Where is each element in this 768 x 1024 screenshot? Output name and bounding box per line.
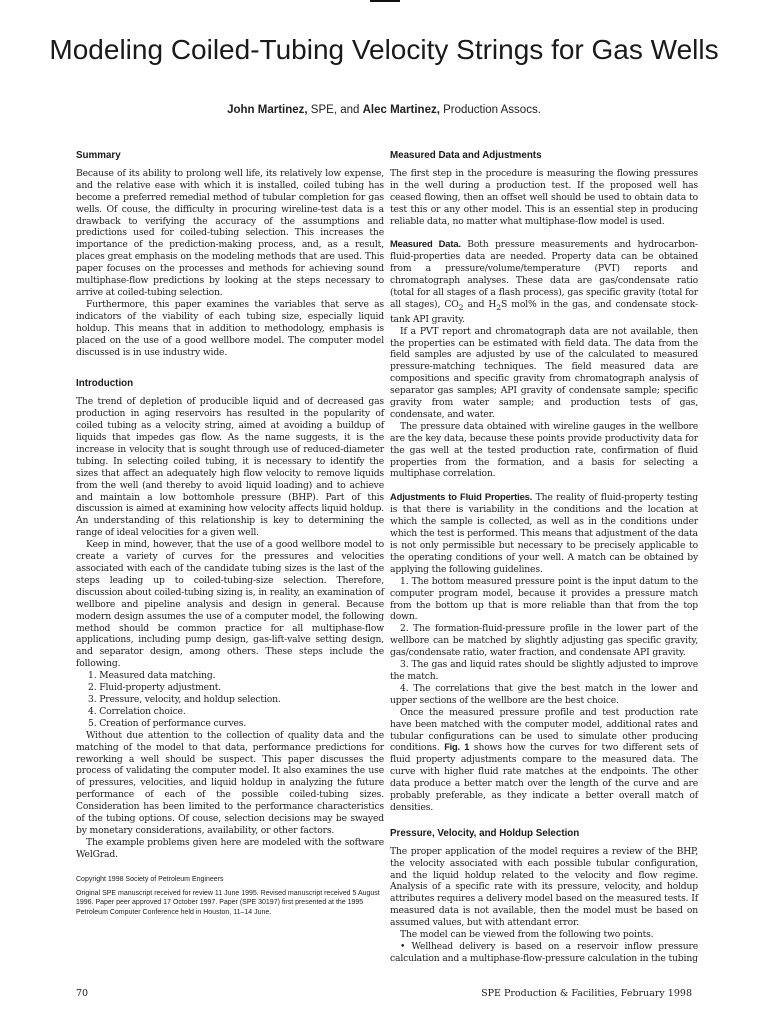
summary-heading: Summary — [76, 150, 121, 161]
measured-paragraph-4 — [390, 707, 698, 814]
pvh-paragraph-3: • Wellhead delivery is based on a reservoir inflow pressure calculation and a multiphase-flow-pressure calculation in the tubing — [390, 941, 698, 964]
adjustments-text: The reality of fluid-property testing is that there is variability in the conditions and the location at which the sample is collected, as well as in the conditions under which the test is performed. This means that adjustment of the data is not only permissible but necessary to be precisely applicable to the operating conditions of your well. A match can be obtained by applying the following guidelines. — [390, 492, 698, 575]
measured-paragraph-4-text: Once the measured pressure profile and test production rate have been matched with the computer model, additional rates and tubular configurations can be used to simulate other producing conditions. — [390, 706, 698, 754]
measured-data-heading: Measured Data and Adjustments — [390, 150, 542, 161]
intro-paragraph-2: Keep in mind, however, that the use of a good wellbore model to create a variety of curves for the pressures and velocities associated with each of the candidate tubing sizes is the last of the steps leading up to coiled-tubing-size selection. Therefore, discussion about coiled-tubing sizing is, in reality, an examination of wellbore and pipeline analysis and design in general. Because modern design assumes the use of a computer model, the following method should be common practice for all multiphase-flow applications, including pump design, gas-lift-valve setting design, and separator design, among others. These steps include the following. — [76, 539, 384, 670]
adjustments-run-in: Adjustments to Fluid Properties. — [390, 491, 533, 503]
left-column — [76, 150, 384, 917]
measured-data-run-in: Measured Data. — [390, 238, 461, 250]
step-item: 4. Correlation choice. — [88, 705, 186, 717]
step-item: 3. Pressure, velocity, and holdup selection. — [88, 693, 281, 705]
author-1-name: John Martinez, — [227, 104, 308, 116]
right-column — [390, 150, 698, 965]
adjustments-paragraph — [390, 491, 698, 575]
summary-paragraph-1: Because of its ability to prolong well life, its relatively low expense, and the relative ease with which it is installed, coiled tubing has become a preferred remedial method of tubular completion for gas wells. Of couse, the difficulty in procuring wireline-test data is a drawback to verifying the accuracy of the assumptions and predictions used for coiled-tubing selection. This increases the importance of the prediction-making process, and, as a result, places great emphasis on the modeling methods that are used. This paper focuses on the processes and methods for achieving sound multiphase-flow predictions by looking at the steps necessary to arrive at coiled-tubing selection. — [76, 167, 384, 298]
summary-paragraph-2: Furthermore, this paper examines the variables that serve as indicators of the viability of each tubing size, especially liquid holdup. This means that in addition to methodology, emphasis is placed on the use of a good wellbore model. The computer model discussed is in use industry wide. — [76, 298, 384, 358]
steps-list — [76, 670, 384, 730]
paper-title: Modeling Coiled-Tubing Velocity Strings for Gas Wells — [49, 34, 719, 65]
author-line — [40, 104, 728, 116]
step-item: 2. Fluid-property adjustment. — [88, 682, 222, 694]
measured-data-text: Both pressure measurements and hydrocarbon-fluid-properties data are needed. Property data can be obtained from a pressure/volume/temperature (PVT) reports and chromatograph analyses. These data are gas/condensate ratio (total for all stages of a flash process), gas specific gravity (total for all stages), CO — [390, 239, 698, 310]
manuscript-note: Original SPE manuscript received for review 11 June 1995. Revised manuscript received 5 August 1996. Paper peer approved 17 October 1997. Paper (SPE 30197) first presented at the 1995 Petroleum Computer Conference held in Houston, 11–14 June. — [76, 889, 380, 916]
author-1-affiliation: SPE, and — [307, 104, 363, 116]
guideline-3: 3. The gas and liquid rates should be slightly adjusted to improve the match. — [390, 659, 698, 682]
measured-data-and: and H — [463, 298, 497, 310]
step-item: 1. Measured data matching. — [88, 670, 216, 682]
co2-subscript: 2 — [458, 302, 464, 312]
measured-data-paragraph — [390, 238, 698, 325]
guideline-1: 1. The bottom measured pressure point is the input datum to the computer program model, because it provides a pressure match from the bottom up that is more reliable than that from the top down. — [390, 575, 698, 623]
pvh-heading: Pressure, Velocity, and Holdup Selection — [390, 827, 580, 839]
pvh-paragraph-2: The model can be viewed from the following two points. — [400, 929, 654, 941]
page-number: 70 — [76, 988, 89, 999]
intro-paragraph-4: The example problems given here are modeled with the software WelGrad. — [76, 836, 384, 860]
guideline-4: 4. The correlations that give the best match in the lower and upper sections of the wellbore are the best choice. — [390, 682, 698, 706]
author-2-name: Alec Martinez, — [362, 104, 440, 116]
h2s-subscript: 2 — [496, 302, 502, 312]
author-2-affiliation: Production Assocs. — [439, 104, 541, 116]
copyright-note: Copyright 1998 Society of Petroleum Engineers — [76, 875, 224, 883]
measured-paragraph-2: If a PVT report and chromatograph data are not available, then the properties can be estimated with field data. The data from the field samples are adjusted by use of the calculated to measured pressure-matching techniques. The field measured data are compositions and specific gravity from chromatograph analysis of separator gas samples; API gravity of condensate sample; specific gravity from water sample; and production tests of gas, condensate, and water. — [390, 325, 698, 420]
figure-1-reference[interactable]: Fig. 1 — [444, 742, 470, 753]
step-item: 5. Creation of performance curves. — [88, 717, 247, 729]
top-rule — [370, 0, 400, 2]
introduction-heading: Introduction — [76, 378, 134, 390]
measured-paragraph-4-cont: shows how the curves for two different sets of fluid property adjustments compare to the measured data. The curve with higher fluid rate matches at the endpoints. The other data produce a better match over the length of the curve and are probably preferable, as they indicate a better overall match of densities. — [390, 742, 699, 813]
intro-paragraph-3: Without due attention to the collection of quality data and the matching of the model to that data, performance predictions for reworking a well should be suspect. This paper discusses the process of validating the computer model. It also examines the use of pressures, velocities, and liquid holdup in analyzing the future performance of each of the possible coiled-tubing sizes. Consideration has been limited to the performance characteristics of the tubing options. Of couse, selection decisions may be swayed by monetary considerations, availability, or other factors. — [76, 729, 384, 836]
measured-paragraph-1: The first step in the procedure is measuring the flowing pressures in the well during a production test. If the proposed well has ceased flowing, then an offset well should be used to obtain data to test this or any other model. This is an essential step in producing reliable data, no matter what multiphase-flow model is used. — [390, 167, 698, 227]
journal-footer: SPE Production & Facilities, February 1998 — [481, 988, 692, 999]
guideline-2: 2. The formation-fluid-pressure profile in the lower part of the wellbore can be matched by slightly adjusting gas specific gravity, gas/condensate ratio, water fraction, and condensate API gravity. — [390, 623, 698, 659]
measured-data-end: S mol% in the gas, and condensate stock-tank API gravity. — [390, 298, 698, 325]
measured-paragraph-3: The pressure data obtained with wireline gauges in the wellbore are the key data, because these points provide productivity data for the gas well at the tested production rate, confirmation of fluid properties from the formation, and a basis for selecting a multiphase correlation. — [390, 420, 698, 480]
pvh-paragraph-1: The proper application of the model requires a review of the BHP, the velocity associated with each possible tubular configuration, and the liquid holdup related to the velocity and flow regime. Analysis of a specific rate with its pressure, velocity, and holdup attributes requires a delivery model based on the measured tests. If measured data is not available, then the model must be based on assumed values, but with attendant error. — [390, 845, 698, 929]
intro-paragraph-1: The trend of depletion of producible liquid and of decreased gas production in aging reservoirs has resulted in the popularity of coiled tubing as a velocity string, aimed at avoiding a buildup of liquids that impedes gas flow. As the name suggests, it is the increase in velocity that is sought through use of reduced-diameter tubing. In selecting coiled tubing, it is necessary to identify the sizes that affect an adequately high flow velocity to remove liquids from the well (and thereby to avoid liquid loading) and to achieve and maintain a low bottomhole pressure (BHP). Part of this discussion is aimed at examining how velocity affects liquid holdup. An understanding of this relationship is key to determining the range of ideal velocities for a given well. — [76, 396, 384, 539]
